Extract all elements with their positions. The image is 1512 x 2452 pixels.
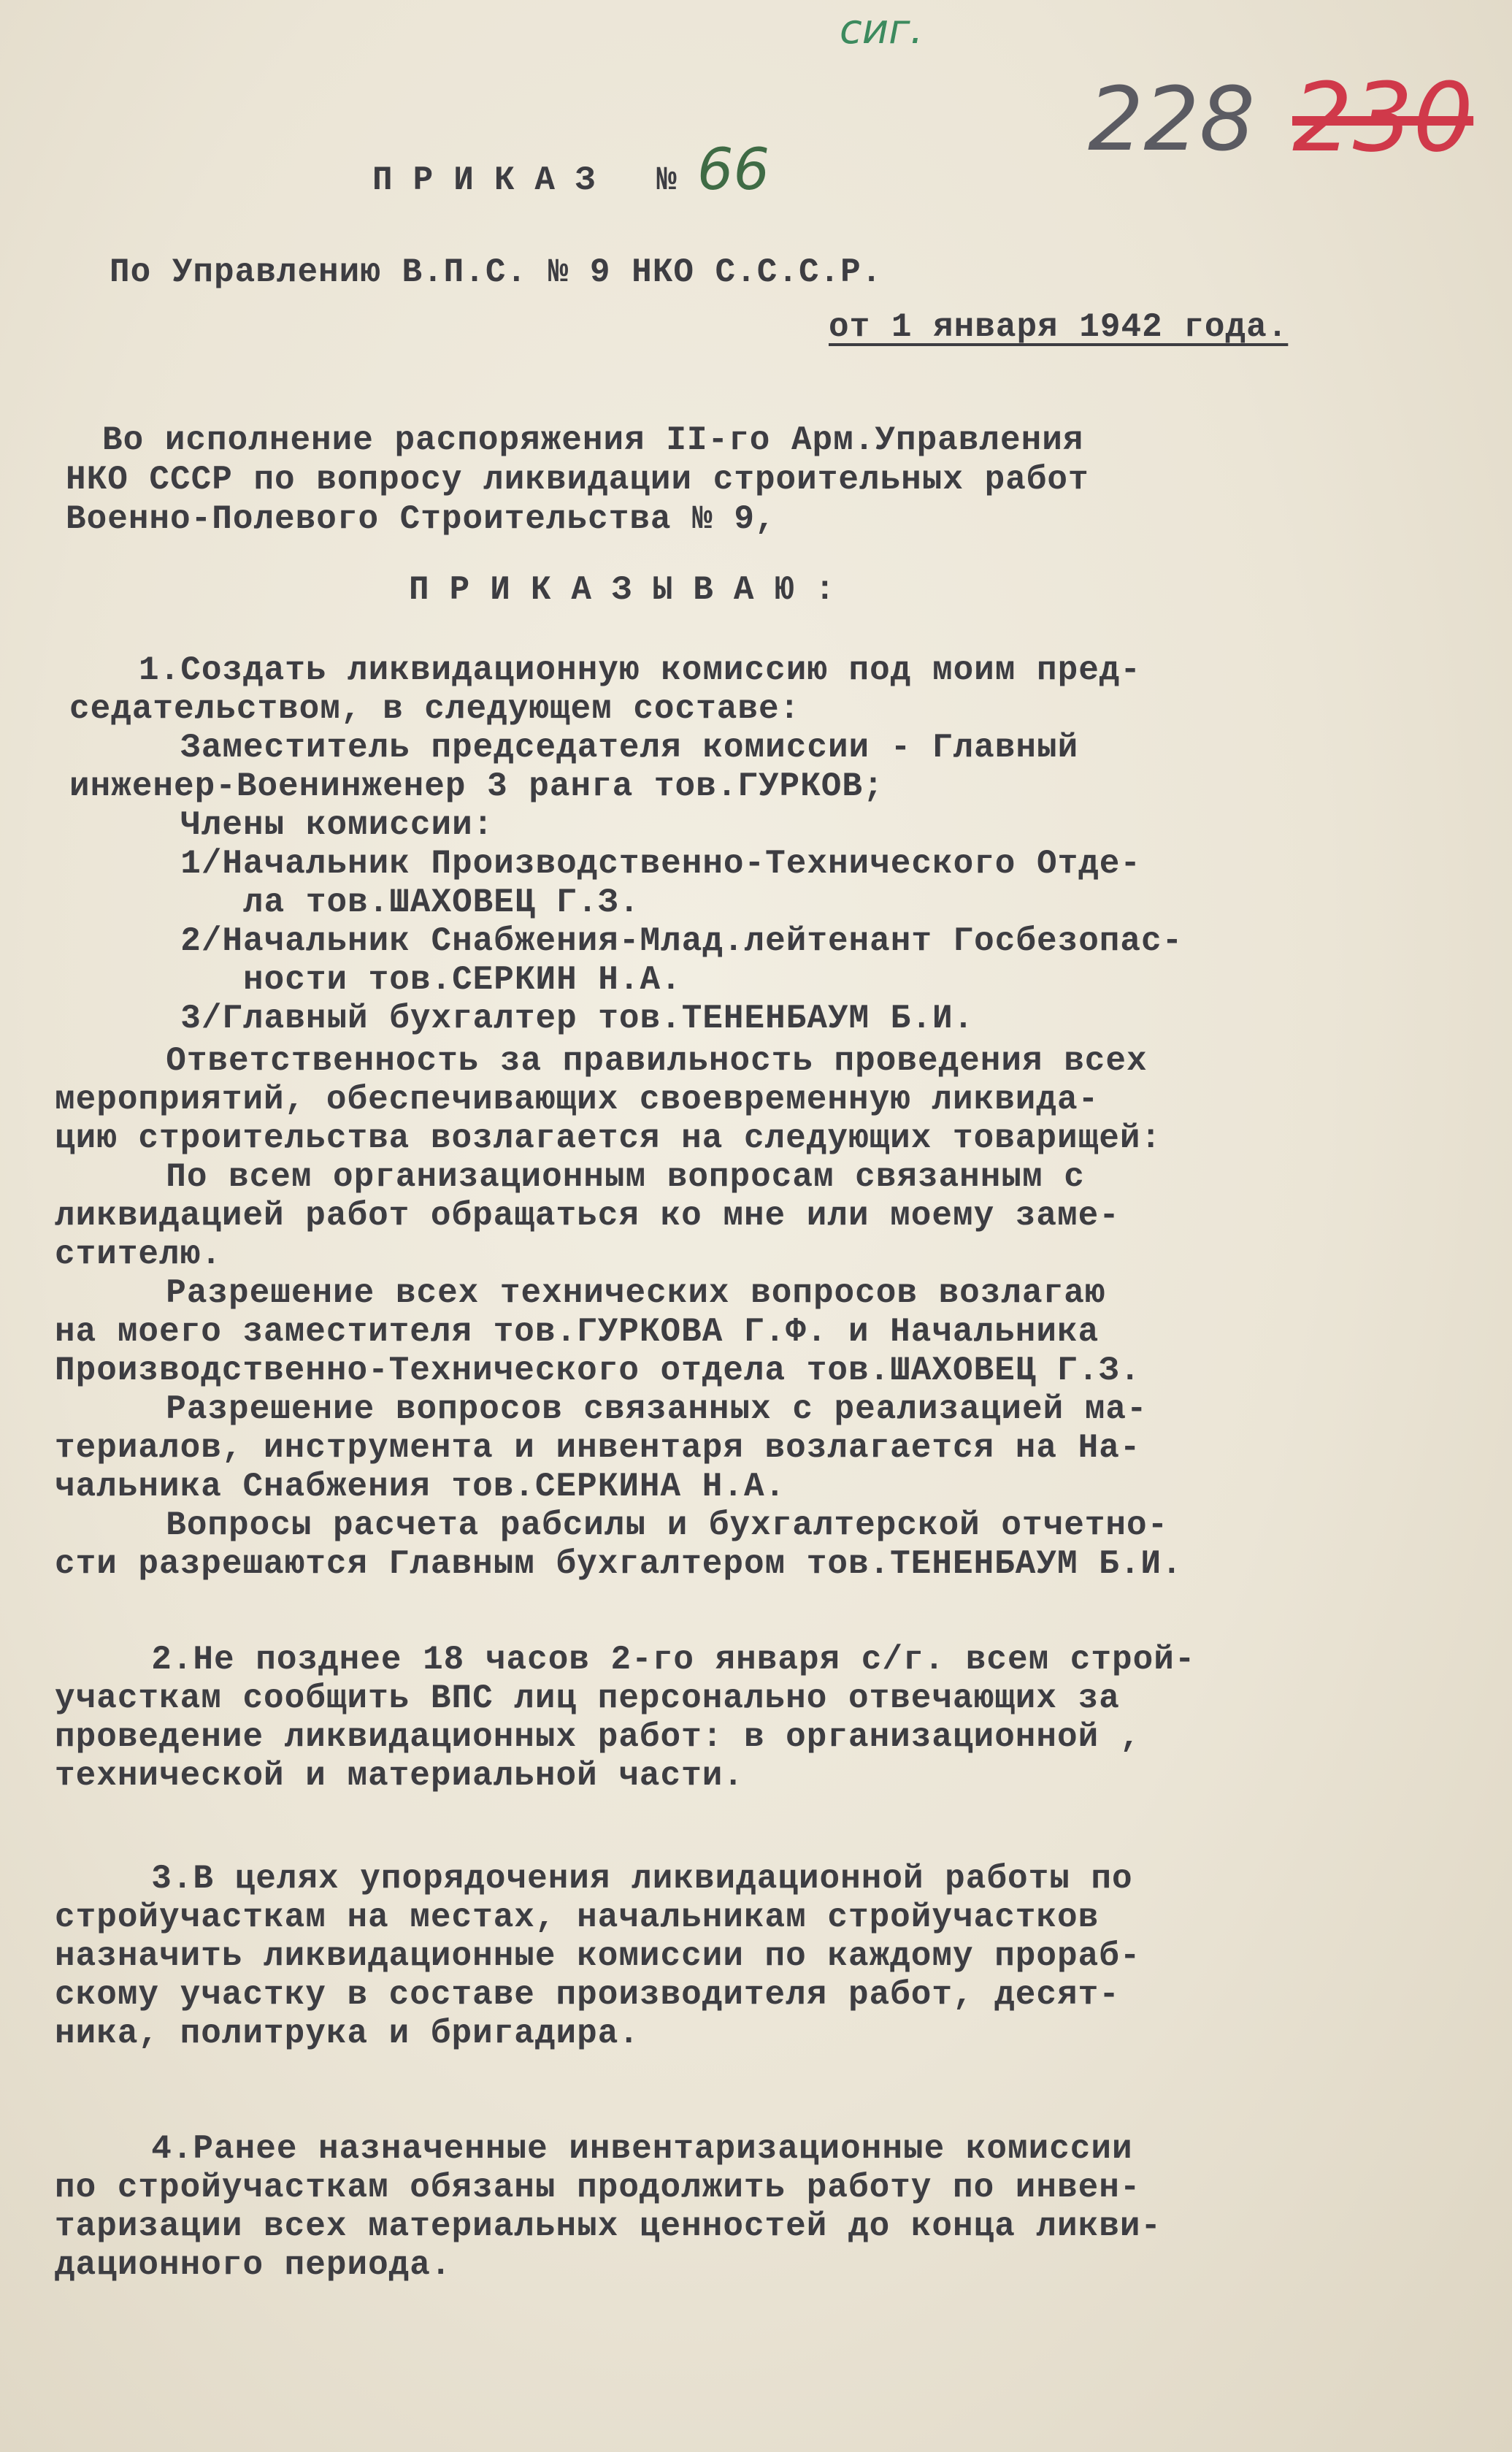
order-number: 66 [696, 137, 770, 203]
item1-line: 2/Начальник Снабжения-Млад.лейтенант Госбезопас- [139, 922, 1183, 960]
item1-line: 1/Начальник Производственно-Технического Отде- [139, 845, 1142, 883]
responsibility-line: териалов, инструмента и инвентаря возлагается на На- [55, 1429, 1141, 1467]
item2-line: 2.Не позднее 18 часов 2-го января с/г. всем строй- [110, 1641, 1196, 1679]
document-title [372, 137, 770, 203]
responsibility-line: чальника Снабжения тов.СЕРКИНА Н.А. [55, 1468, 786, 1506]
item1-line: ла тов.ШАХОВЕЦ Г.З. [139, 884, 640, 922]
item2-line: проведение ликвидационных работ: в организационной , [55, 1718, 1141, 1756]
responsibility-line: Разрешение вопросов связанных с реализацией ма- [124, 1390, 1148, 1428]
item1-line: седательством, в следующем составе: [69, 690, 801, 728]
preamble-line: НКО СССР по вопросу ликвидации строительных работ [66, 461, 1089, 499]
item4-line: таризации всех материальных ценностей до конца ликви- [55, 2207, 1162, 2245]
responsibility-line: мероприятий, обеспечивающих своевременную ликвида- [55, 1081, 1100, 1119]
item4-line: 4.Ранее назначенные инвентаризационные комиссии [110, 2130, 1133, 2168]
responsibility-line: ликвидацией работ обращаться ко мне или моему заме- [55, 1197, 1120, 1235]
item3-line: скому участку в составе производителя работ, десят- [55, 1976, 1120, 2014]
order-heading: ПРИКАЗЫВАЮ: [409, 571, 856, 609]
item1-line: инженер-Военинженер 3 ранга тов.ГУРКОВ; [69, 767, 884, 805]
item1-line: Заместитель председателя комиссии - Главный [139, 729, 1079, 767]
item1-line: 1.Создать ликвидационную комиссию под моим пред- [139, 651, 1142, 689]
item4-line: по стройучасткам обязаны продолжить работу по инвен- [55, 2169, 1141, 2207]
issuer-line: По Управлению В.П.С. № 9 НКО С.С.С.Р. [110, 253, 883, 291]
responsibility-line: цию строительства возлагается на следующих товарищей: [55, 1119, 1162, 1157]
preamble-line: Военно-Полевого Строительства № 9, [66, 500, 776, 538]
item3-line: ника, политрука и бригадира. [55, 2015, 640, 2053]
document-date: от 1 января 1942 года. [829, 308, 1289, 346]
responsibility-line: на моего заместителя тов.ГУРКОВА Г.Ф. и Начальника [55, 1313, 1100, 1351]
item3-line: стройучасткам на местах, начальникам стройучастков [55, 1899, 1100, 1936]
responsibility-line: сти разрешаются Главным бухгалтером тов.ТЕНЕНБАУМ Б.И. [55, 1545, 1183, 1583]
top-scribble: сиг. [840, 6, 924, 53]
responsibility-line: Разрешение всех технических вопросов возлагаю [124, 1274, 1106, 1312]
item3-line: назначить ликвидационные комиссии по каждому прораб- [55, 1937, 1141, 1975]
item1-line: Члены комиссии: [139, 806, 494, 844]
responsibility-line: По всем организационным вопросам связанным с [124, 1158, 1085, 1196]
archive-number-pencil: 228 [1088, 69, 1256, 171]
item2-line: технической и материальной части. [55, 1757, 744, 1795]
item1-line: ности тов.СЕРКИН Н.А. [139, 961, 682, 999]
archive-number-red: 230 [1292, 62, 1474, 173]
responsibility-line: стителю. [55, 1235, 222, 1273]
item2-line: участкам сообщить ВПС лиц персонально отвечающих за [55, 1679, 1120, 1717]
responsibility-line: Ответственность за правильность проведения всех [124, 1042, 1148, 1080]
preamble-line: Во исполнение распоряжения II-го Арм.Управления [102, 421, 1084, 459]
title-text: ПРИКАЗ № [372, 161, 697, 199]
item1-line: 3/Главный бухгалтер тов.ТЕНЕНБАУМ Б.И. [139, 1000, 975, 1038]
item4-line: дационного периода. [55, 2246, 452, 2284]
responsibility-line: Вопросы расчета рабсилы и бухгалтерской отчетно- [124, 1506, 1169, 1544]
item3-line: 3.В целях упорядочения ликвидационной работы по [110, 1860, 1133, 1898]
responsibility-line: Производственно-Технического отдела тов.ШАХОВЕЦ Г.З. [55, 1352, 1141, 1390]
